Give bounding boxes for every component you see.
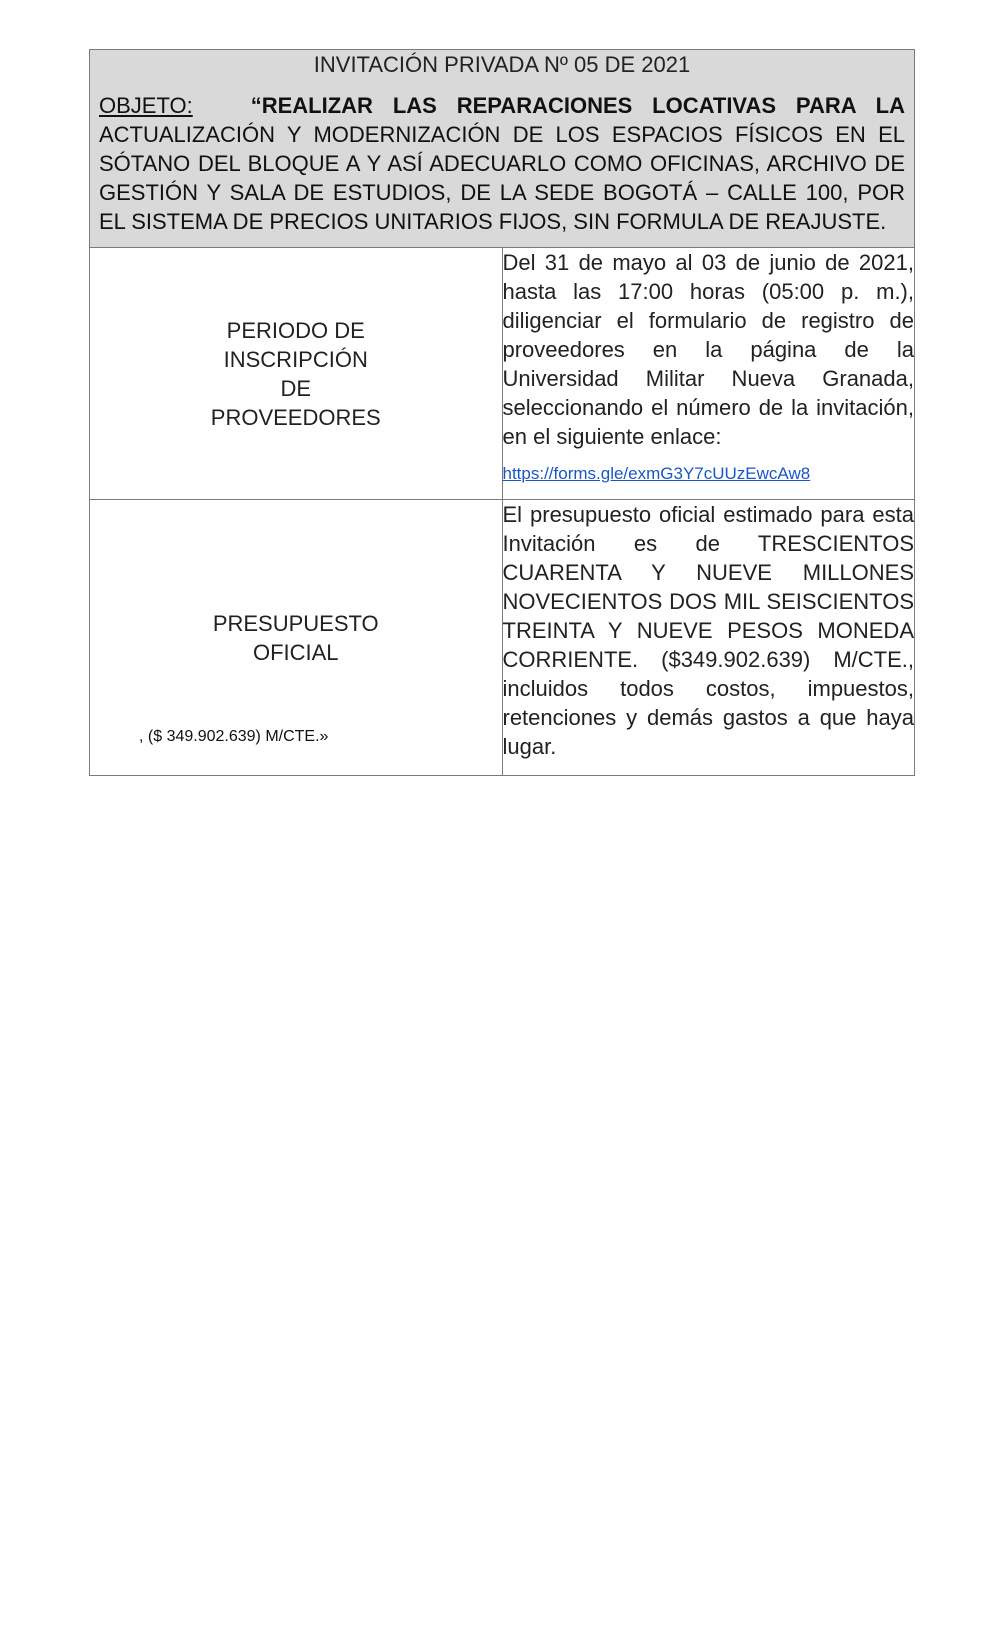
period-content-cell [502,248,915,500]
objeto-label: OBJETO: [99,93,193,118]
budget-text: El presupuesto oficial estimado para esta Invitación es de TRESCIENTOS CUARENTA Y NUEVE MILLONES NOVECIENTOS DOS MIL SEISCIENTOS TREINTA Y NUEVE PESOS MONEDA CORRIENTE. ($349.902.639) M/CTE., incluidos todos costos, impuestos, retenciones y demás gastos a que haya lugar. [502,502,914,759]
header-cell [90,50,915,248]
table-row-period [90,248,915,500]
budget-label-line: OFICIAL [252,639,339,665]
invitation-table [89,49,915,776]
budget-label-line: PRESUPUESTO [212,610,379,636]
period-label-cell [90,248,503,500]
objeto-paragraph [99,91,905,236]
registration-link[interactable]: https://forms.gle/exmG3Y7cUUzEwcAw8 [502,464,811,483]
period-text: Del 31 de mayo al 03 de junio de 2021, hasta las 17:00 horas (05:00 p. m.), diligenciar el formulario de registro de proveedores en la página de la Universidad Militar Nueva Granada, seleccionando el número de la invitación, en el siguiente enlace: [502,250,914,449]
budget-content-cell [502,500,915,776]
period-label-line: DE [280,375,312,401]
period-label-line: INSCRIPCIÓN [223,346,368,372]
period-label-line: PERIODO DE [226,317,365,343]
objeto-text: ACTUALIZACIÓN Y MODERNIZACIÓN DE LOS ESPACIOS FÍSICOS EN EL SÓTANO DEL BLOQUE A Y ASÍ ADECUARLO COMO OFICINAS, ARCHIVO DE GESTIÓN Y SALA DE ESTUDIOS, DE LA SEDE BOGOTÁ – CALLE 100, POR EL SISTEMA DE PRECIOS UNITARIOS FIJOS, SIN FORMULA DE REAJUSTE. [99,122,905,234]
document-title: INVITACIÓN PRIVADA Nº 05 DE 2021 [313,52,691,77]
period-label-line: PROVEEDORES [210,404,381,430]
budget-footnote: , ($ 349.902.639) M/CTE.» [139,728,329,745]
objeto-bold-text: “REALIZAR LAS REPARACIONES LOCATIVAS PARA LA [250,93,905,118]
